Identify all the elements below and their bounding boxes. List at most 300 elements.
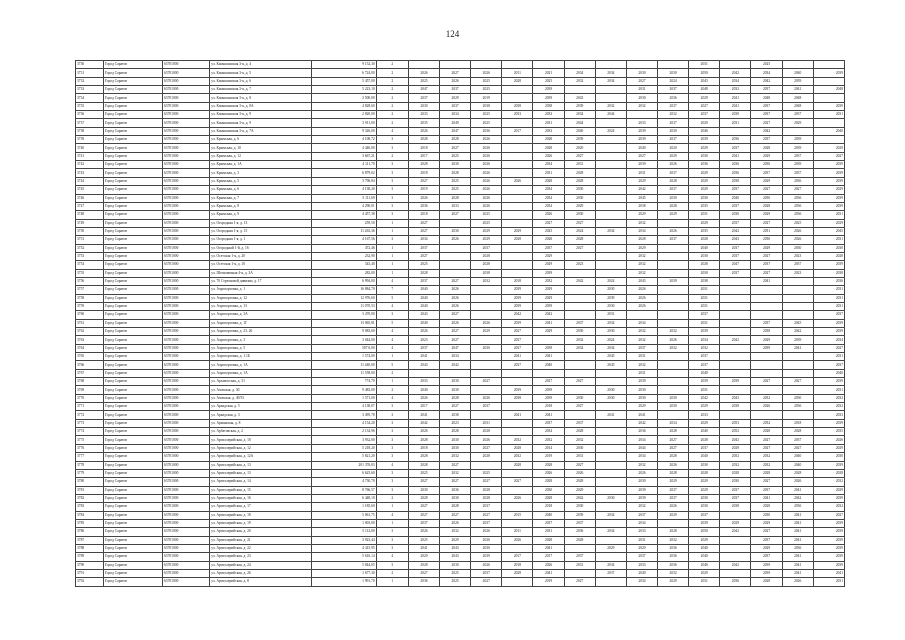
table-cell: 201 376,03 — [312, 461, 376, 469]
table-cell: 2036 — [782, 544, 813, 552]
table-cell: 2028 — [564, 428, 595, 436]
table-cell: 2028 — [408, 561, 439, 569]
table-cell: 2030 — [595, 394, 626, 402]
table-cell: 2029 — [813, 486, 844, 494]
table-cell — [502, 544, 533, 552]
table-cell: Город Саратов — [103, 478, 162, 486]
table-cell: 3752 — [76, 244, 104, 252]
table-cell: 2032 — [813, 403, 844, 411]
table-cell: 3 — [376, 169, 408, 177]
table-cell: 63701000 — [162, 236, 209, 244]
table-cell: 63701000 — [162, 169, 209, 177]
table-cell: 3 — [376, 486, 408, 494]
table-cell: 343,40 — [312, 261, 376, 269]
table-cell: 2029 — [658, 152, 689, 160]
table-cell: 3742 — [76, 161, 104, 169]
table-cell: 2041 — [408, 411, 439, 419]
table-cell: 2032 — [564, 436, 595, 444]
table-row — [76, 503, 845, 511]
table-cell: 63701000 — [162, 161, 209, 169]
table-cell: 2046 — [689, 127, 720, 135]
table-cell: 3 — [376, 177, 408, 185]
table-cell: 2025 — [440, 569, 471, 577]
table-cell: 2039 — [782, 336, 813, 344]
table-cell: 3787 — [76, 536, 104, 544]
table-cell: 2039 — [720, 111, 751, 119]
table-cell: 2026 — [440, 302, 471, 310]
table-cell: Город Саратов — [103, 61, 162, 69]
table-cell: 2026 — [471, 186, 502, 194]
table-cell: 5 218,20 — [312, 444, 376, 452]
table-cell: 3788 — [76, 544, 104, 552]
table-cell: 2034 — [595, 344, 626, 352]
table-cell: 2030 — [564, 211, 595, 219]
table-cell: 2029 — [689, 144, 720, 152]
table-cell: 2030 — [720, 211, 751, 219]
table-cell — [751, 386, 782, 394]
table-cell — [658, 386, 689, 394]
table-cell: 2029 — [689, 169, 720, 177]
table-cell: 2039 — [813, 202, 844, 210]
table-cell: ул. Аркадская, д. 5 — [210, 403, 312, 411]
table-cell: 7 — [376, 286, 408, 294]
register-body — [76, 61, 845, 587]
table-cell: 2039 — [564, 511, 595, 519]
table-cell: ул. Аэропортовая, д. 3 — [210, 336, 312, 344]
table-cell: 2036 — [408, 202, 439, 210]
table-cell: 2037 — [471, 569, 502, 577]
table-cell: 2030 — [689, 152, 720, 160]
table-cell: 2041 — [782, 553, 813, 561]
table-cell: 2030 — [595, 494, 626, 502]
table-cell: 2027 — [564, 403, 595, 411]
table-cell: 2 — [376, 494, 408, 502]
table-cell: 2041 — [782, 569, 813, 577]
table-cell: 2040 — [689, 244, 720, 252]
table-cell — [751, 361, 782, 369]
table-row — [76, 94, 845, 102]
table-cell: 2030 — [533, 486, 564, 494]
table-cell: 63701000 — [162, 519, 209, 527]
table-cell: 2039 — [626, 486, 657, 494]
table-cell: 2026 — [471, 69, 502, 77]
table-cell: 2037 — [720, 269, 751, 277]
table-cell: 3772 — [76, 411, 104, 419]
table-cell: ул. Крымская, д. 10 — [210, 144, 312, 152]
table-cell: 2028 — [440, 428, 471, 436]
table-cell — [720, 286, 751, 294]
table-cell: 3738 — [76, 127, 104, 135]
table-cell: 2037 — [720, 486, 751, 494]
table-cell: 2040 — [408, 294, 439, 302]
table-cell: 2039 — [502, 386, 533, 394]
table-cell — [595, 519, 626, 527]
table-cell: 2028 — [751, 144, 782, 152]
table-cell: 2026 — [626, 294, 657, 302]
table-cell: 2017 — [408, 403, 439, 411]
table-cell: 2018 — [408, 144, 439, 152]
table-cell: 2030 — [564, 394, 595, 402]
table-row — [76, 453, 845, 461]
table-cell: 2036 — [782, 503, 813, 511]
table-cell: 2028 — [751, 578, 782, 586]
table-cell: 63701000 — [162, 569, 209, 577]
table-cell: ул. Крымская, д. 12 — [210, 152, 312, 160]
table-cell: 2026 — [533, 211, 564, 219]
table-cell: 2041 — [751, 277, 782, 285]
table-cell: 5 457,00 — [312, 77, 376, 85]
table-cell: 2032 — [440, 528, 471, 536]
table-cell — [782, 311, 813, 319]
table-cell — [658, 261, 689, 269]
table-cell: Город Саратов — [103, 211, 162, 219]
table-cell: 2019 — [533, 578, 564, 586]
table-cell — [502, 186, 533, 194]
table-cell: 2039 — [813, 161, 844, 169]
table-cell — [502, 503, 533, 511]
table-cell: 282,00 — [312, 269, 376, 277]
table-cell: 2030 — [471, 544, 502, 552]
table-cell: 2041 — [813, 569, 844, 577]
table-cell: 2027 — [751, 528, 782, 536]
table-cell: 2039 — [502, 294, 533, 302]
table-cell: 2032 — [626, 361, 657, 369]
table-cell: 2025 — [533, 77, 564, 85]
table-cell: 2031 — [626, 169, 657, 177]
table-cell: 2039 — [813, 69, 844, 77]
table-cell: 2039 — [751, 561, 782, 569]
table-cell: 3781 — [76, 486, 104, 494]
table-cell: 2029 — [689, 219, 720, 227]
table-cell: 2014 — [533, 444, 564, 452]
table-cell: 2033 — [408, 378, 439, 386]
table-cell — [471, 61, 502, 69]
table-cell — [595, 186, 626, 194]
table-cell: Город Саратов — [103, 269, 162, 277]
table-row — [76, 578, 845, 586]
table-cell: 2031 — [689, 294, 720, 302]
table-cell: 3756 — [76, 277, 104, 285]
table-cell: 3779 — [76, 469, 104, 477]
table-cell: 3776 — [76, 444, 104, 452]
table-cell: 2041 — [408, 353, 439, 361]
table-cell: 2032 — [751, 461, 782, 469]
table-cell — [813, 136, 844, 144]
table-row — [76, 244, 845, 252]
table-cell: 3 495,78 — [312, 411, 376, 419]
table-cell: 5 821,20 — [312, 453, 376, 461]
table-cell: 2031 — [533, 169, 564, 177]
table-cell: 2017 — [533, 553, 564, 561]
table-cell: 2048 — [813, 86, 844, 94]
table-cell: Город Саратов — [103, 578, 162, 586]
table-cell: 2034 — [626, 453, 657, 461]
table-cell: 2031 — [626, 536, 657, 544]
table-cell: 2027 — [533, 378, 564, 386]
table-cell: 63701000 — [162, 394, 209, 402]
table-cell: 2034 — [564, 69, 595, 77]
table-cell: 2036 — [782, 211, 813, 219]
table-cell: 3739 — [76, 136, 104, 144]
table-row — [76, 519, 845, 527]
table-cell: Город Саратов — [103, 102, 162, 110]
table-cell: 2031 — [813, 302, 844, 310]
table-cell: 3 — [376, 478, 408, 486]
table-cell: 2037 — [720, 244, 751, 252]
table-cell: 2027 — [658, 436, 689, 444]
table-cell: 2043 — [408, 361, 439, 369]
table-cell: 2036 — [720, 578, 751, 586]
table-cell: 3 — [376, 136, 408, 144]
table-cell: 2039 — [813, 419, 844, 427]
table-cell: 2041 — [720, 102, 751, 110]
table-cell: 2043 — [626, 277, 657, 285]
table-cell: 2032 — [564, 77, 595, 85]
table-cell: ул. Осетская 1-я, д. 20 — [210, 252, 312, 260]
table-cell: 2018 — [502, 561, 533, 569]
table-cell: 2038 — [471, 102, 502, 110]
table-cell: 2030 — [782, 394, 813, 402]
table-cell: 3770 — [76, 394, 104, 402]
table-cell: 2042 — [689, 394, 720, 402]
table-cell: 2036 — [408, 578, 439, 586]
table-cell: 3 — [376, 561, 408, 569]
table-cell: 2040 — [408, 286, 439, 294]
table-row — [76, 302, 845, 310]
table-cell: 2028 — [533, 136, 564, 144]
table-cell: 2040 — [533, 511, 564, 519]
table-cell — [440, 61, 471, 69]
table-row — [76, 77, 845, 85]
table-cell — [502, 152, 533, 160]
table-cell: 2034 — [626, 436, 657, 444]
table-cell: 63701000 — [162, 186, 209, 194]
table-cell: 63701000 — [162, 252, 209, 260]
table-cell: 2037 — [751, 261, 782, 269]
table-cell — [471, 361, 502, 369]
table-cell: 3778 — [76, 461, 104, 469]
table-row — [76, 319, 845, 327]
table-cell: 3777 — [76, 453, 104, 461]
table-cell: 2034 — [533, 161, 564, 169]
table-cell: 2032 — [502, 436, 533, 444]
table-cell: 2 — [376, 119, 408, 127]
table-cell — [471, 461, 502, 469]
table-cell: Город Саратов — [103, 469, 162, 477]
table-cell: 2027 — [471, 511, 502, 519]
table-cell: 2037 — [658, 186, 689, 194]
table-cell: 2040 — [813, 369, 844, 377]
table-cell: 2026 — [471, 394, 502, 402]
table-cell: 63701000 — [162, 553, 209, 561]
table-cell: 2036 — [782, 202, 813, 210]
table-cell: 2037 — [689, 311, 720, 319]
table-cell: 2027 — [440, 403, 471, 411]
table-cell: 3734 — [76, 94, 104, 102]
table-cell: 2037 — [658, 136, 689, 144]
table-cell: 2042 — [408, 419, 439, 427]
table-cell: 2027 — [408, 478, 439, 486]
table-cell: 2031 — [533, 119, 564, 127]
table-cell: 2036 — [564, 528, 595, 536]
table-cell: 2041 — [533, 544, 564, 552]
table-cell: 2030 — [440, 161, 471, 169]
table-cell: 2034 — [595, 511, 626, 519]
table-cell: 2029 — [813, 219, 844, 227]
table-cell: 2039 — [626, 127, 657, 135]
table-cell: 2041 — [502, 353, 533, 361]
table-cell: 2027 — [564, 578, 595, 586]
table-cell: 3758 — [76, 294, 104, 302]
table-cell — [564, 361, 595, 369]
table-cell: ул. Артиллерийская, д. 21 — [210, 536, 312, 544]
table-cell: 2023 — [408, 336, 439, 344]
table-cell: 3 — [376, 236, 408, 244]
table-cell: ул. Крымская, д. 3 — [210, 169, 312, 177]
table-cell: 9 326,00 — [312, 127, 376, 135]
table-cell — [440, 252, 471, 260]
table-cell: 2026 — [626, 286, 657, 294]
table-cell: 2027 — [751, 269, 782, 277]
table-cell: 63701000 — [162, 419, 209, 427]
table-cell: 2038 — [502, 102, 533, 110]
table-cell: 2029 — [720, 444, 751, 452]
table-cell: 63701000 — [162, 69, 209, 77]
table-cell: 2029 — [533, 328, 564, 336]
table-cell: Город Саратов — [103, 127, 162, 135]
table-cell: 2050 — [689, 69, 720, 77]
table-cell — [751, 294, 782, 302]
table-cell: 2026 — [502, 494, 533, 502]
table-cell: 2032 — [658, 111, 689, 119]
table-cell: 3736 — [76, 111, 104, 119]
table-cell: 2026 — [471, 152, 502, 160]
table-cell: ул. Азовская, д. 30 — [210, 386, 312, 394]
table-cell: 2039 — [813, 528, 844, 536]
table-cell: 2047 — [440, 344, 471, 352]
table-row — [76, 386, 845, 394]
table-cell: 2027 — [751, 219, 782, 227]
table-cell: 2027 — [533, 219, 564, 227]
table-cell: 3 — [376, 202, 408, 210]
table-cell: 2037 — [720, 186, 751, 194]
table-cell: 2035 — [689, 202, 720, 210]
table-cell: ул. Аэропортовая, д. 5 — [210, 344, 312, 352]
table-cell: ул. Осетская 1-я, д. 10 — [210, 261, 312, 269]
table-cell: 5 616,14 — [312, 553, 376, 561]
table-cell — [720, 319, 751, 327]
table-cell: 2026 — [408, 428, 439, 436]
table-cell: ул. Артиллерийская, д. 10 — [210, 436, 312, 444]
table-cell: 3 044,00 — [312, 336, 376, 344]
table-cell: 3763 — [76, 336, 104, 344]
table-cell: 2028 — [533, 461, 564, 469]
table-cell: 2027 — [782, 444, 813, 452]
table-cell — [595, 403, 626, 411]
table-row — [76, 152, 845, 160]
table-cell: ул. Артиллерийская, д. 16 — [210, 494, 312, 502]
table-cell: 3769 — [76, 386, 104, 394]
table-cell: 2040 — [689, 544, 720, 552]
table-cell: 2037 — [782, 111, 813, 119]
table-cell: 3 — [376, 411, 408, 419]
table-cell: 4 — [376, 127, 408, 135]
table-cell — [782, 127, 813, 135]
table-cell: 2026 — [471, 194, 502, 202]
table-cell: 2037 — [689, 353, 720, 361]
table-cell: 2026 — [440, 519, 471, 527]
table-cell: 3745 — [76, 186, 104, 194]
table-cell — [564, 302, 595, 310]
table-cell: Город Саратов — [103, 302, 162, 310]
table-cell — [502, 578, 533, 586]
table-cell — [595, 536, 626, 544]
table-cell: 2029 — [626, 211, 657, 219]
table-cell: 2023 — [564, 261, 595, 269]
table-cell: 63701000 — [162, 494, 209, 502]
table-cell: 2036 — [689, 161, 720, 169]
table-cell: 2030 — [564, 503, 595, 511]
table-cell: ул. Огородный 1-й, д. 16 — [210, 244, 312, 252]
table-cell — [658, 302, 689, 310]
table-cell: Город Саратов — [103, 202, 162, 210]
table-cell: 2026 — [626, 302, 657, 310]
table-cell: 2037 — [626, 344, 657, 352]
table-cell: 2039 — [813, 194, 844, 202]
table-cell: 2036 — [626, 428, 657, 436]
table-cell: 2029 — [564, 202, 595, 210]
table-cell: 3780 — [76, 478, 104, 486]
table-cell: 2034 — [595, 227, 626, 235]
table-cell: Город Саратов — [103, 486, 162, 494]
table-cell: 2039 — [813, 553, 844, 561]
table-cell: 2029 — [440, 94, 471, 102]
table-cell: 4 — [376, 553, 408, 561]
table-cell: 2030 — [658, 394, 689, 402]
table-row — [76, 569, 845, 577]
table-cell — [626, 111, 657, 119]
table-cell: 1 571,00 — [312, 394, 376, 402]
table-cell: 1 — [376, 227, 408, 235]
table-cell: 2032 — [626, 261, 657, 269]
table-cell: 2026 — [440, 319, 471, 327]
table-cell — [813, 61, 844, 69]
table-cell: 2041 — [782, 536, 813, 544]
table-cell — [440, 219, 471, 227]
table-cell: 2040 — [689, 553, 720, 561]
table-cell: 63701000 — [162, 194, 209, 202]
table-cell: 2048 — [751, 94, 782, 102]
table-cell: 2032 — [471, 277, 502, 285]
table-cell: 2030 — [689, 503, 720, 511]
table-cell: 2015 — [502, 511, 533, 519]
table-cell: 2032 — [533, 436, 564, 444]
table-cell — [595, 369, 626, 377]
table-cell: Город Саратов — [103, 319, 162, 327]
table-cell — [595, 219, 626, 227]
table-cell: 5 223,10 — [312, 86, 376, 94]
table-cell: 2029 — [751, 152, 782, 160]
table-cell: 2037 — [751, 486, 782, 494]
table-cell — [782, 411, 813, 419]
table-cell: 2028 — [813, 469, 844, 477]
table-cell: 2031 — [813, 578, 844, 586]
table-cell: 3 470,00 — [312, 311, 376, 319]
table-cell: 3 — [376, 161, 408, 169]
table-cell: 2028 — [440, 169, 471, 177]
table-cell: 63701000 — [162, 469, 209, 477]
table-cell: 2032 — [533, 277, 564, 285]
